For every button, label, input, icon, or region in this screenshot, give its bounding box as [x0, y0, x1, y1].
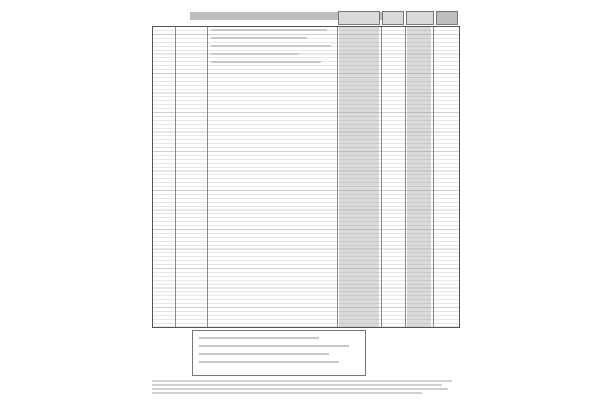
document-page	[150, 8, 462, 396]
text-line	[211, 53, 299, 55]
table-column-line	[337, 27, 338, 327]
text-line	[199, 361, 339, 363]
table	[152, 26, 460, 328]
table-column-line	[175, 27, 176, 327]
text-line	[199, 353, 329, 355]
text-line	[199, 337, 319, 339]
text-line	[211, 61, 321, 63]
table-column-line	[433, 27, 434, 327]
text-line	[152, 388, 448, 390]
table-column-line	[381, 27, 382, 327]
column-header	[436, 11, 458, 25]
table-column-line	[207, 27, 208, 327]
text-line	[152, 384, 442, 386]
text-line	[211, 29, 327, 31]
notes-box	[192, 330, 366, 376]
table-column-line	[405, 27, 406, 327]
table-column-shade	[407, 27, 431, 327]
column-header	[406, 11, 434, 25]
table-column-shade	[339, 27, 379, 327]
column-header	[382, 11, 404, 25]
column-header	[338, 11, 380, 25]
text-line	[211, 45, 331, 47]
text-line	[199, 345, 349, 347]
text-line	[211, 37, 307, 39]
text-line	[152, 380, 452, 382]
text-line	[152, 392, 422, 394]
